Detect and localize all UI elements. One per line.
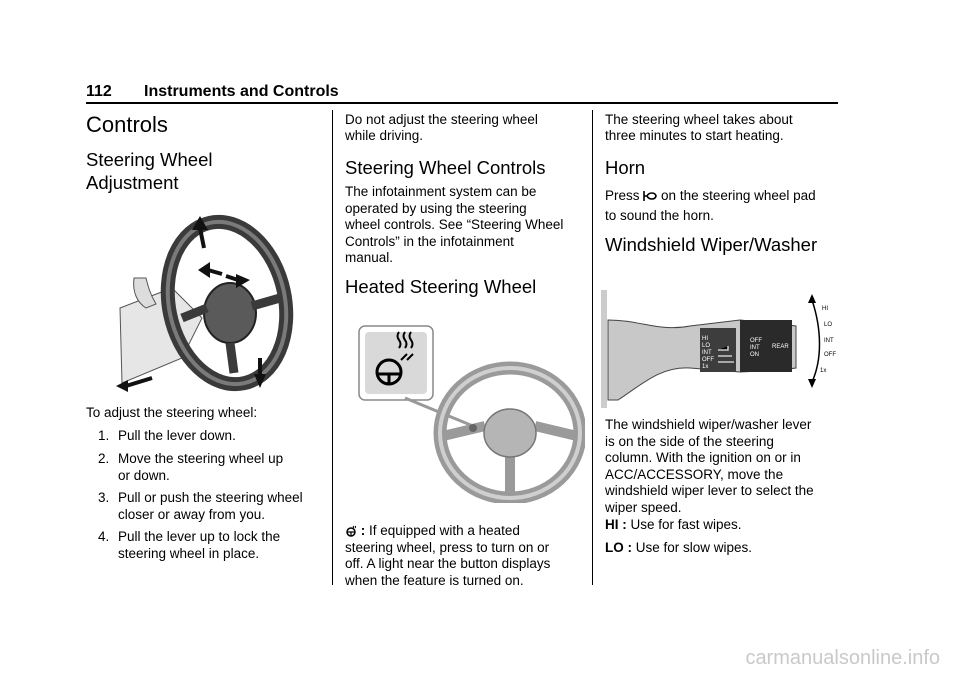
heated-line-3: off. A light near the button displays <box>345 556 551 571</box>
heated-line-4: when the feature is turned on. <box>345 572 524 588</box>
step-text-line1: Move the steering wheel up <box>118 451 284 466</box>
wiper-line-3: column. With the ignition on or in <box>605 450 801 465</box>
heading-steering-wheel-controls: Steering Wheel Controls <box>345 157 546 178</box>
lever-label-int: INT <box>702 350 712 356</box>
lever-label-1x: 1x <box>702 364 709 370</box>
rear-label-int: INT <box>750 345 760 351</box>
heating-time-line2: three minutes to start heating. <box>605 128 784 143</box>
heading-horn: Horn <box>605 157 646 178</box>
heading-heated-steering-wheel: Heated Steering Wheel <box>345 276 537 297</box>
heading-windshield-wiper: Windshield Wiper/Washer <box>605 234 818 255</box>
heated-line-1-text: If equipped with a heated <box>369 523 520 538</box>
heated-line-2: steering wheel, press to turn on or <box>345 539 550 555</box>
hi-definition <box>605 517 742 534</box>
step-text-line2: closer or away from you. <box>118 506 266 522</box>
controls-line-4: Controls” in the infotainment <box>345 233 514 249</box>
step-4 <box>98 529 328 562</box>
watermark: carmanualsonline.info <box>745 647 940 669</box>
heated-symbol-separator: : <box>357 523 366 538</box>
do-not-adjust-line2: while driving. <box>345 128 424 143</box>
steering-adjust-illustration <box>112 208 302 393</box>
step-1 <box>98 428 328 445</box>
step-number: 2. <box>98 451 110 466</box>
wiper-line-2: is on the side of the steering <box>605 433 774 449</box>
horn-icon <box>643 190 657 202</box>
heating-time-line1: The steering wheel takes about <box>605 112 793 127</box>
lever-label-off: OFF <box>702 357 714 363</box>
wiper-line-4: ACC/ACCESSORY, move the <box>605 466 784 482</box>
scale-label-1x: 1x <box>820 368 827 374</box>
heated-wheel-icon <box>345 525 357 537</box>
horn-line-1 <box>605 188 840 205</box>
wiper-line-5: windshield wiper lever to select the <box>605 483 814 498</box>
step-text-line1: Pull the lever up to lock the <box>118 529 281 544</box>
heated-paragraph <box>345 523 585 589</box>
page-number: 112 <box>86 83 112 100</box>
scale-label-off: OFF <box>824 352 836 358</box>
column-divider-1 <box>332 110 333 585</box>
adjust-intro: To adjust the steering wheel: <box>86 405 258 420</box>
wiper-lever-illustration <box>600 290 840 408</box>
heading-steering-adjust-line2: Adjustment <box>86 172 179 193</box>
lo-text: Use for slow wipes. <box>635 540 753 555</box>
wiper-line-1: The windshield wiper/washer lever <box>605 417 812 432</box>
rear-label: REAR <box>772 344 789 350</box>
do-not-adjust-line1: Do not adjust the steering wheel <box>345 112 538 127</box>
horn-line-2: to sound the horn. <box>605 207 714 223</box>
rear-label-on: ON <box>750 352 759 358</box>
scale-label-int: INT <box>824 338 834 344</box>
step-number: 1. <box>98 428 110 443</box>
rear-label-off: OFF <box>750 338 762 344</box>
scale-label-lo: LO <box>824 322 833 328</box>
wiper-paragraph <box>605 417 840 516</box>
step-text-line2: steering wheel in place. <box>118 545 260 561</box>
lever-label-lo: LO <box>702 343 711 349</box>
lo-label: LO : <box>605 540 632 555</box>
step-text: Pull the lever down. <box>118 428 236 443</box>
heated-wheel-illustration <box>345 318 585 503</box>
heated-line-1 <box>345 523 585 540</box>
horn-press-text: Press <box>605 188 640 203</box>
column-divider-2 <box>592 110 593 585</box>
step-text-line2: or down. <box>118 467 170 483</box>
lo-definition <box>605 540 752 557</box>
horn-paragraph <box>605 188 840 224</box>
step-2 <box>98 451 328 484</box>
wiper-line-6: wiper speed. <box>605 499 682 515</box>
header-rule <box>86 102 838 104</box>
controls-line-2: operated by using the steering <box>345 200 527 216</box>
controls-line-1: The infotainment system can be <box>345 184 537 199</box>
lever-label-hi: HI <box>702 336 708 342</box>
step-3 <box>98 490 328 523</box>
horn-after-text: on the steering wheel pad <box>661 188 816 203</box>
scale-label-hi: HI <box>822 306 828 312</box>
hi-text: Use for fast wipes. <box>630 517 742 532</box>
section-title: Instruments and Controls <box>144 83 339 100</box>
controls-paragraph <box>345 184 585 267</box>
controls-line-3: wheel controls. See “Steering Wheel <box>345 217 564 232</box>
heading-controls: Controls <box>86 112 168 137</box>
step-number: 4. <box>98 529 110 544</box>
step-number: 3. <box>98 490 110 505</box>
controls-line-5: manual. <box>345 250 394 265</box>
hi-label: HI : <box>605 517 627 532</box>
step-text-line1: Pull or push the steering wheel <box>118 490 303 505</box>
heading-steering-adjust-line1: Steering Wheel <box>86 149 213 170</box>
